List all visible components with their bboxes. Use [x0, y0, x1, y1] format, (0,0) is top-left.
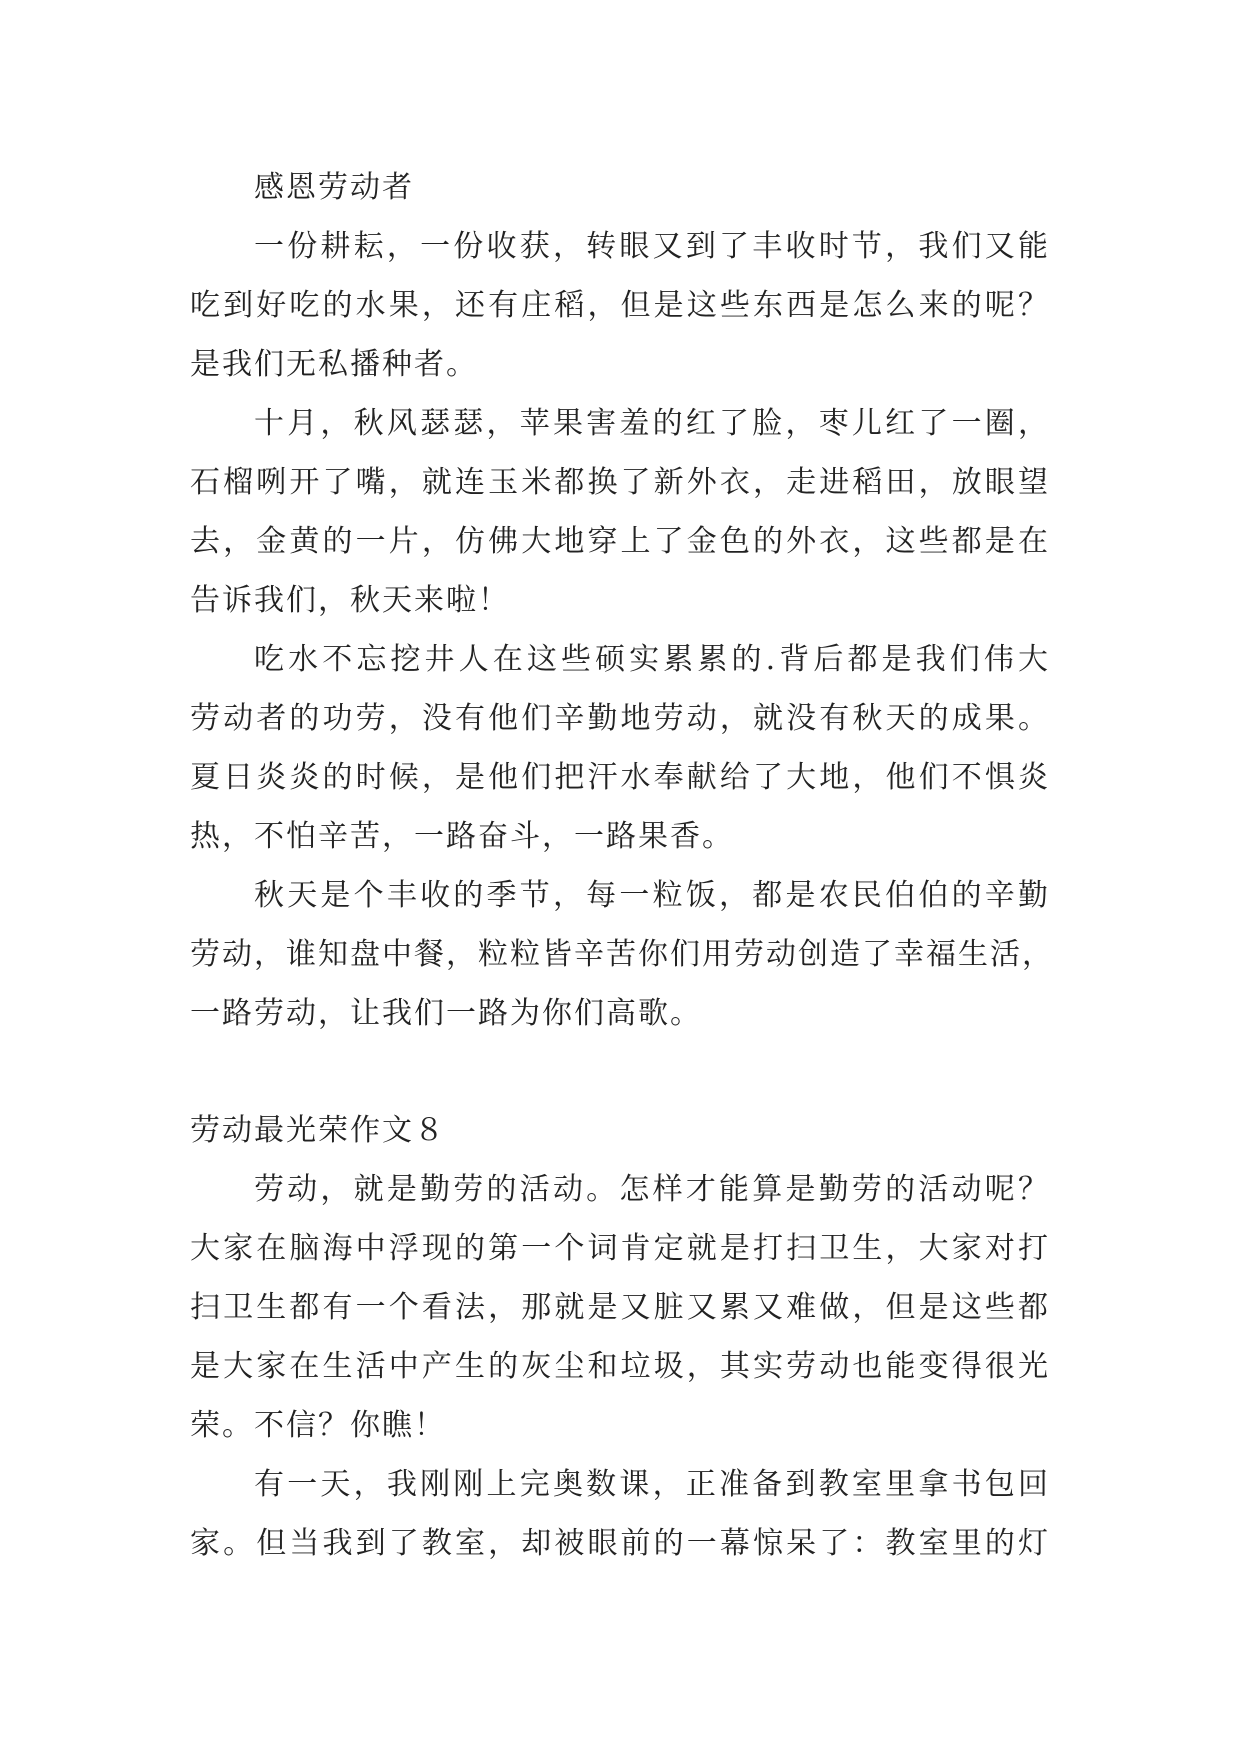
- article2-paragraph-2: [190, 1455, 1050, 1573]
- article1-title: 感恩劳动者: [254, 170, 414, 205]
- article1-paragraph-1: [190, 217, 1050, 394]
- text-line: 家。但当我到了教室，却被眼前的一幕惊呆了：教室里的灯: [190, 1526, 1050, 1561]
- text-line: 劳动者的功劳，没有他们辛勤地劳动，就没有秋天的成果。: [190, 701, 1050, 736]
- text-line: 劳动，谁知盘中餐，粒粒皆辛苦你们用劳动创造了幸福生活，: [190, 937, 1054, 972]
- text-line: 石榴咧开了嘴，就连玉米都换了新外衣，走进稻田，放眼望: [190, 465, 1050, 500]
- section-gap: [190, 1043, 1050, 1101]
- text-line: 有一天，我刚刚上完奥数课，正准备到教室里拿书包回: [254, 1467, 1050, 1502]
- text-line: 大家在脑海中浮现的第一个词肯定就是打扫卫生，大家对打: [190, 1231, 1050, 1266]
- text-line: 热，不怕辛苦，一路奋斗，一路果香。: [190, 819, 734, 854]
- text-line: 秋天是个丰收的季节，每一粒饭，都是农民伯伯的辛勤: [254, 878, 1050, 913]
- article2-title: 劳动最光荣作文８: [190, 1113, 446, 1148]
- text-line: 去，金黄的一片，仿佛大地穿上了金色的外衣，这些都是在: [190, 524, 1050, 559]
- text-line: 十月，秋风瑟瑟，苹果害羞的红了脸，枣儿红了一圈，: [254, 406, 1050, 441]
- text-line: 是大家在生活中产生的灰尘和垃圾，其实劳动也能变得很光: [190, 1349, 1050, 1384]
- article2-paragraph-1: [190, 1160, 1050, 1455]
- article1-paragraph-3: [190, 630, 1050, 866]
- text-line: 是我们无私播种者。: [190, 347, 478, 382]
- text-line: 吃水不忘挖井人在这些硕实累累的.背后都是我们伟大: [254, 642, 1050, 677]
- text-line: 一份耕耘，一份收获，转眼又到了丰收时节，我们又能: [254, 229, 1050, 264]
- article1-paragraph-4: [190, 866, 1054, 1043]
- document-page: [190, 158, 1054, 1573]
- text-line: 荣。不信？你瞧！: [190, 1408, 446, 1443]
- text-line: 劳动，就是勤劳的活动。怎样才能算是勤劳的活动呢？: [254, 1172, 1050, 1207]
- article1-paragraph-2: [190, 394, 1050, 630]
- text-line: 一路劳动，让我们一路为你们高歌。: [190, 996, 702, 1031]
- text-line: 扫卫生都有一个看法，那就是又脏又累又难做，但是这些都: [190, 1290, 1050, 1325]
- text-line: 吃到好吃的水果，还有庄稻，但是这些东西是怎么来的呢？: [190, 288, 1050, 323]
- text-line: 告诉我们，秋天来啦！: [190, 583, 510, 618]
- text-line: 夏日炎炎的时候，是他们把汗水奉献给了大地，他们不惧炎: [190, 760, 1050, 795]
